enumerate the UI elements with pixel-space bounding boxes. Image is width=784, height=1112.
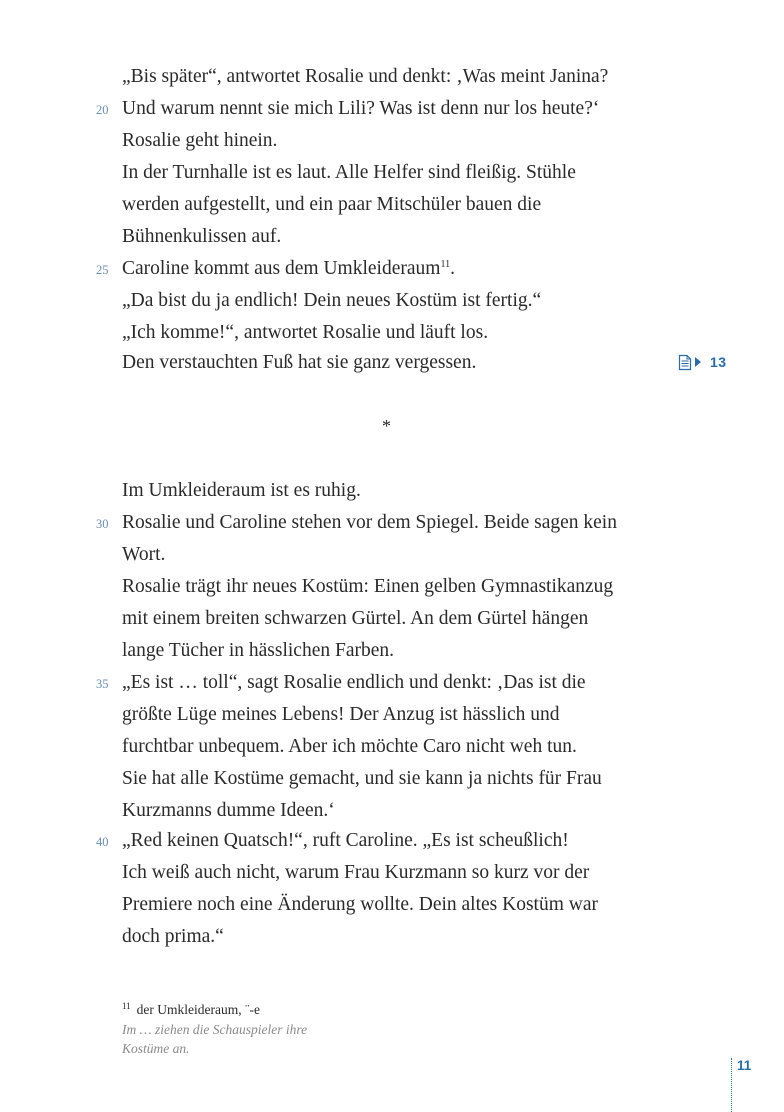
text-line: Sie hat alle Kostüme gemacht, und sie kann ja nichts für Frau — [122, 768, 602, 789]
text-line: Kurzmanns dumme Ideen.‘ — [122, 800, 335, 821]
text-line — [122, 257, 455, 281]
play-arrow-icon — [694, 356, 702, 368]
text-line: furchtbar unbequem. Aber ich möchte Caro nicht weh tun. — [122, 736, 577, 757]
footnote-definition: Kostüme an. — [122, 1041, 190, 1056]
document-icon — [678, 354, 692, 371]
cross-reference-link[interactable] — [678, 352, 727, 372]
line-number: 35 — [96, 677, 109, 691]
text-line: „Bis später“, antwortet Rosalie und denkt: ‚Was meint Janina? — [122, 66, 609, 87]
text-line: „Es ist … toll“, sagt Rosalie endlich und denkt: ‚Das ist die — [122, 672, 586, 693]
line-number: 40 — [96, 835, 109, 849]
text-line: Rosalie geht hinein. — [122, 130, 278, 151]
section-separator: * — [382, 416, 391, 436]
text-line: Ich weiß auch nicht, warum Frau Kurzmann so kurz vor der — [122, 862, 590, 883]
text-line: Und warum nennt sie mich Lili? Was ist denn nur los heute?‘ — [122, 98, 600, 119]
text-line: Den verstauchten Fuß hat sie ganz vergessen. — [122, 352, 477, 373]
text-line: Wort. — [122, 544, 166, 565]
cross-reference-page: 13 — [710, 354, 727, 370]
text-line: lange Tücher in hässlichen Farben. — [122, 640, 395, 661]
text-line: „Red keinen Quatsch!“, ruft Caroline. „Es ist scheußlich! — [122, 830, 569, 851]
line-end-punctuation: . — [450, 258, 455, 279]
line-number: 30 — [96, 517, 109, 531]
footnote-number: 11 — [122, 1001, 131, 1011]
text-line: größte Lüge meines Lebens! Der Anzug ist hässlich und — [122, 704, 560, 725]
footnote-term-text: der Umkleideraum, ¨-e — [136, 1002, 260, 1017]
text-line: Rosalie trägt ihr neues Kostüm: Einen gelben Gymnastikanzug — [122, 576, 614, 597]
text-line: In der Turnhalle ist es laut. Alle Helfer sind fleißig. Stühle — [122, 162, 576, 183]
text-line: Premiere noch eine Änderung wollte. Dein altes Kostüm war — [122, 894, 598, 915]
text-line: „Da bist du ja endlich! Dein neues Kostüm ist fertig.“ — [122, 290, 542, 311]
line-number: 20 — [96, 103, 109, 117]
page-number: 11 — [737, 1058, 752, 1073]
page-number-rule — [731, 1058, 732, 1112]
footnote-reference[interactable]: 11 — [440, 259, 451, 270]
footnote-definition: Im … ziehen die Schauspieler ihre — [122, 1022, 308, 1037]
text-line: werden aufgestellt, und ein paar Mitschüler bauen die — [122, 194, 542, 215]
text-line: „Ich komme!“, antwortet Rosalie und läuft los. — [122, 322, 489, 343]
text-line: Rosalie und Caroline stehen vor dem Spiegel. Beide sagen kein — [122, 512, 617, 533]
text-line: mit einem breiten schwarzen Gürtel. An dem Gürtel hängen — [122, 608, 589, 629]
line-number: 25 — [96, 263, 109, 277]
text-line: Bühnenkulissen auf. — [122, 226, 282, 247]
footnote-term — [122, 1002, 260, 1018]
text-line: doch prima.“ — [122, 926, 224, 947]
text-line-content: Caroline kommt aus dem Umkleideraum — [122, 258, 441, 279]
text-line: Im Umkleideraum ist es ruhig. — [122, 480, 361, 501]
